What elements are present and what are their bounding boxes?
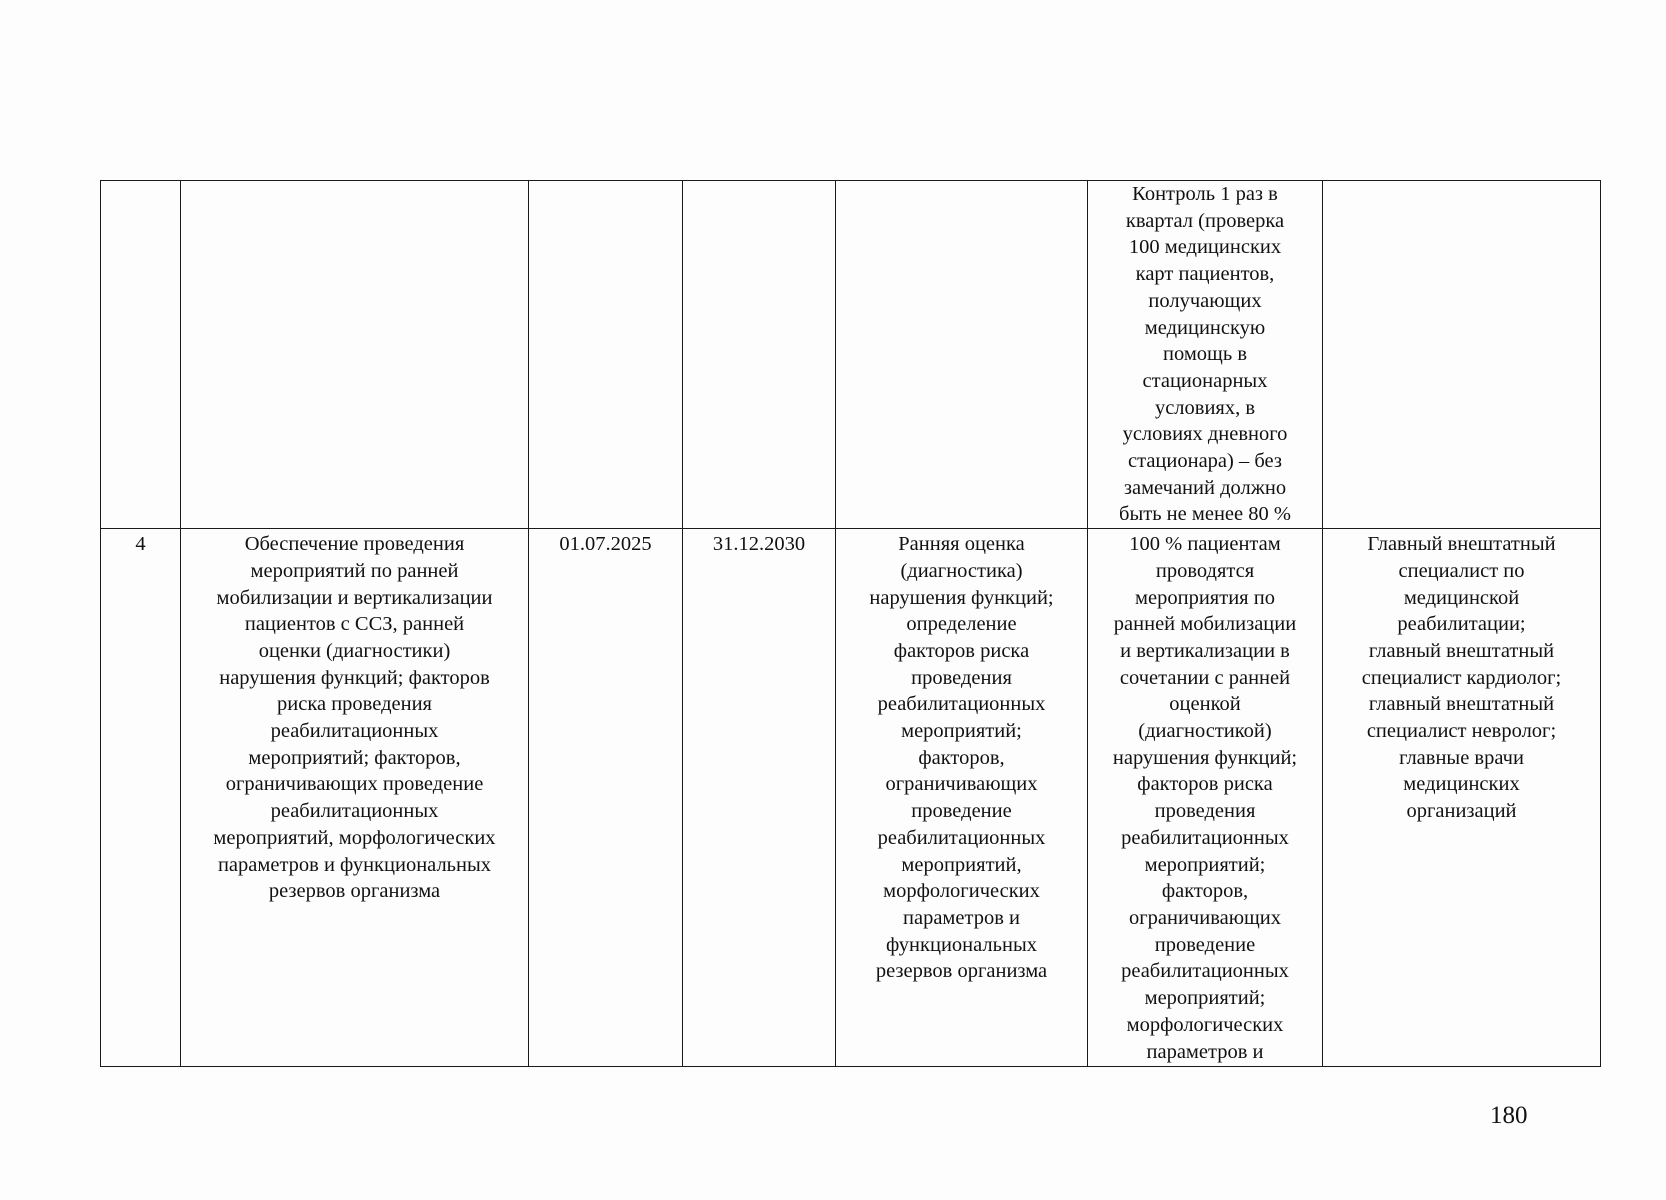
cell-number xyxy=(101,181,181,529)
cell-end-date xyxy=(683,181,836,529)
table-row xyxy=(101,181,1601,529)
cell-start-date xyxy=(529,181,683,529)
cell-indicator: 100 % пациентам проводятся мероприятия по ранней мобилизации и вертикализации в сочетании с ранней оценкой (диагностикой) нарушения функций; факторов риска проведения реабилитационных мероприятий; факторов, ограничивающих проведение реабилитационных мероприятий; морфологических параметров и xyxy=(1088,529,1323,1067)
cell-indicator: Контроль 1 раз в квартал (проверка 100 медицинских карт пациентов, получающих медицинскую помощь в стационарных условиях, в условиях дневного стационара) – без замечаний должно быть не менее 80 % xyxy=(1088,181,1323,529)
plan-table xyxy=(100,180,1601,1067)
cell-responsible xyxy=(1323,181,1601,529)
cell-expected-result xyxy=(836,181,1088,529)
cell-activity: Обеспечение проведения мероприятий по ранней мобилизации и вертикализации пациентов с ССЗ, ранней оценки (диагностики) нарушения функций; факторов риска проведения реабилитационных мероприятий; факторов, ограничивающих проведение реабилитационных мероприятий, морфологических параметров и функциональных резервов организма xyxy=(181,529,529,1067)
page-number: 180 xyxy=(1490,1102,1528,1129)
cell-activity xyxy=(181,181,529,529)
cell-start-date: 01.07.2025 xyxy=(529,529,683,1067)
cell-number: 4 xyxy=(101,529,181,1067)
cell-expected-result: Ранняя оценка (диагностика) нарушения функций; определение факторов риска проведения реабилитационных мероприятий; факторов, ограничивающих проведение реабилитационных мероприятий, морфологических параметров и функциональных резервов организма xyxy=(836,529,1088,1067)
cell-end-date: 31.12.2030 xyxy=(683,529,836,1067)
cell-responsible: Главный внештатный специалист по медицинской реабилитации; главный внештатный специалист кардиолог; главный внештатный специалист невролог; главные врачи медицинских организаций xyxy=(1323,529,1601,1067)
table-row xyxy=(101,529,1601,1067)
